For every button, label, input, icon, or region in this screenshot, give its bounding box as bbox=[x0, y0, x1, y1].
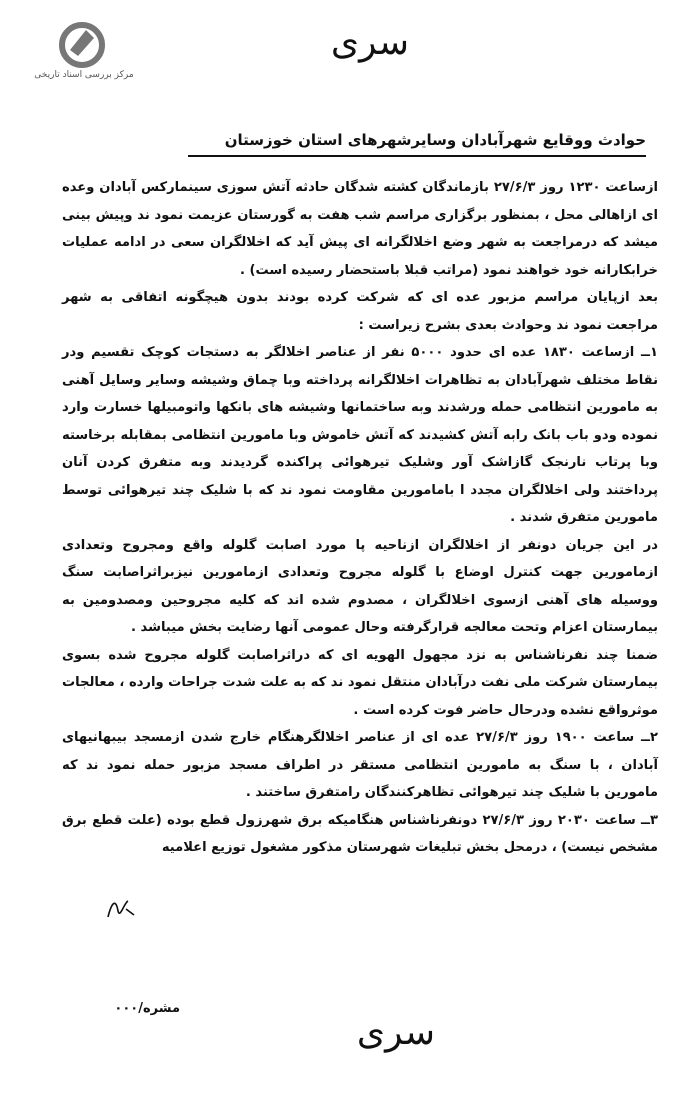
paragraph-6: ۲ــ ساعت ۱۹۰۰ روز ۲۷/۶/۳ عده ای از عناصر اخلالگرهنگام خارج شدن ازمسجد بیبهانیهای آبادان ، با سنگ به مامورین انتظامی مستقر در اطراف مسجد مزبور حمله نمود ند که مامورین با شلیک چند تیرهوائی تظاهرکنندگان رامتفرق ساختند . bbox=[62, 730, 658, 800]
document-subject: حوادث ووقایع شهرآبادان وسایرشهرهای استان خوزستان bbox=[224, 131, 646, 149]
logo-caption: مرکز بررسی اسناد تاریخی bbox=[34, 70, 134, 80]
document-body bbox=[62, 174, 658, 862]
paragraph-2: بعد ازپایان مراسم مزبور عده ای که شرکت کرده بودند بدون هیچگونه اتفاقی به شهر مراجعت نمود ند وحوادث بعدی بشرح زیراست : bbox=[62, 290, 658, 333]
page-footnote: مشره/۰۰۰ bbox=[114, 1001, 180, 1016]
handwritten-signature-mark bbox=[104, 895, 138, 923]
classification-header: سری bbox=[330, 22, 410, 63]
paragraph-7: ۳ــ ساعت ۲۰۳۰ روز ۲۷/۶/۳ دونفرناشناس هنگامیکه برق شهرزول قطع بوده (علت قطع برق مشخص نیست) ، درمحل بخش تبلیغات شهرستان مذکور مشغول توزیع اعلامیه bbox=[62, 812, 658, 855]
subject-underline bbox=[188, 155, 646, 157]
paragraph-1: ازساعت ۱۲۳۰ روز ۲۷/۶/۳ بازماندگان کشته شدگان حادثه آتش سوزی سینمارکس آبادان وعده ای ازاهالی محل ، بمنظور برگزاری مراسم شب هفت به گورستان عزیمت نمود ند وپیش بینی میشد که درمراجعت به شهر وضع اخلالگرانه ای پیش آید که اخلالگران سعی در ادامه عملیات خرابکارانه خود خواهند نمود (مراتب قبلا باستحضار رسیده است) . bbox=[62, 180, 658, 278]
paragraph-4: در این جریان دونفر از اخلالگران ازناحیه پا مورد اصابت گلوله واقع ومجروح وتعدادی ازمامورین جهت کنترل اوضاع با گلوله مجروح وتعدادی ازمامورین نیزبراثراصابت سنگ ووسیله های آهنی ازسوی اخلالگران ، مصدوم شده اند که کلیه مجروحین ومصدومین به بیمارستان اعزام وتحت معالجه قرارگرفته وحال عمومی آنها رضایت بخش میباشد . bbox=[62, 537, 658, 635]
archive-logo bbox=[14, 20, 154, 90]
archive-circle-logo-icon bbox=[52, 20, 112, 70]
paragraph-5: ضمنا چند نفرناشناس به نزد مجهول الهویه ای که دراثراصابت گلوله مجروح شده بسوی بیمارستان شرکت ملی نفت درآبادان منتقل نمود ند که به علت شدت جراحات وارده ، معالجات موثرواقع نشده ودرحال حاضر فوت کرده است . bbox=[62, 647, 658, 718]
paragraph-3: ۱ــ ازساعت ۱۸۳۰ عده ای حدود ۵۰۰۰ نفر از عناصر اخلالگر به دستجات کوچک تقسیم ودر نقاط مختلف شهرآبادان به تظاهرات اخلالگرانه پرداخته وبا چماق وشیشه وسایر وسایل آهنی به مامورین انتظامی حمله ورشدند وبه ساختمانها وشیشه های بانکها واتومبیلها خسارت وارد نموده ودو باب بانک رابه آتش کشیدند که آتش خاموش وبا مامورین انتظامی بمقابله برخاسته وبا پرتاب نارنجک گازاشک آور وشلیک تیرهوائی پراکنده گردیدند وبه متفرق کردن آنان پرداختند ولی اخلالگران مجدد ا بامامورین مقاومت نمود ند که با شلیک چند تیرهوائی توسط مامورین متفرق شدند . bbox=[62, 345, 658, 525]
classification-footer: سری bbox=[356, 1012, 436, 1053]
